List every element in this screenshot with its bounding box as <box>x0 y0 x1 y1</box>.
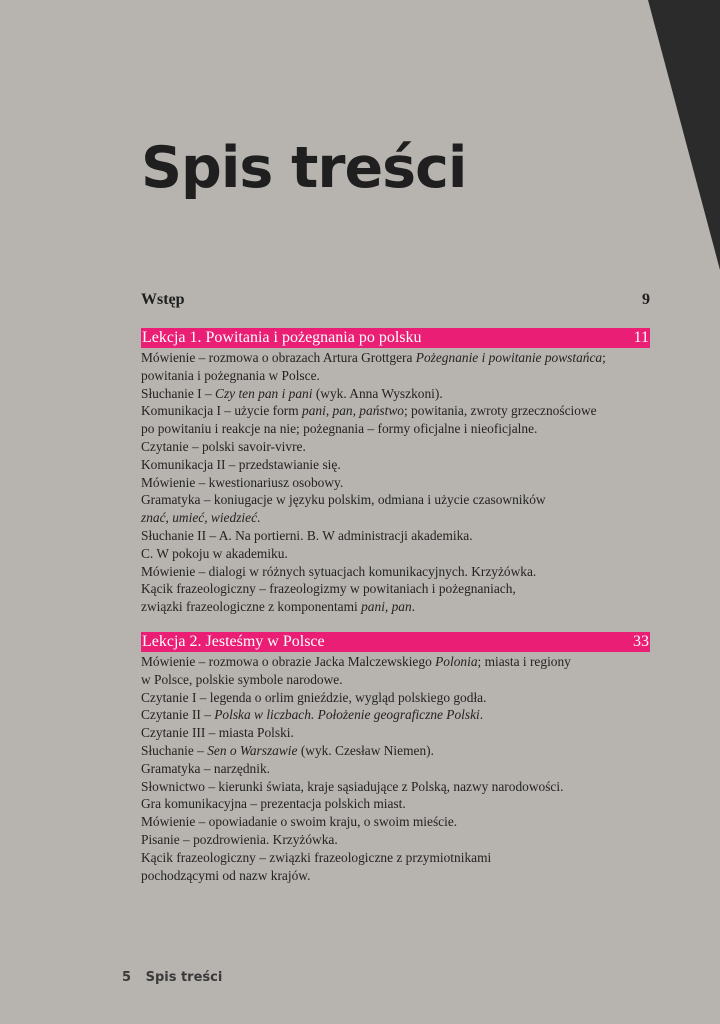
topic-text-italic: Polonia <box>435 653 478 669</box>
lesson-title: Lekcja 1. Powitania i pożegnania po polsku <box>142 329 422 346</box>
topic-text: powitania i pożegnania w Polsce. <box>141 367 320 383</box>
topic-text: Gramatyka – narzędnik. <box>141 760 271 776</box>
topic-line <box>141 653 650 671</box>
lesson-page-number: 33 <box>633 632 649 650</box>
page-title: Spis treści <box>141 135 467 201</box>
lesson-list <box>141 328 650 884</box>
page-footer <box>122 970 222 985</box>
topic-line <box>141 867 650 885</box>
topic-text: . <box>411 599 416 615</box>
topic-text: Gramatyka – koniugacje w języku polskim, odmiana i użycie czasowników <box>141 492 546 508</box>
topic-text: po powitaniu i reakcje na nie; pożegnania – formy oficjalne i nieoficjalne. <box>141 421 538 437</box>
topic-text: . <box>479 707 484 723</box>
topic-line <box>141 671 650 689</box>
topic-line <box>141 760 650 778</box>
footer-section-title: Spis treści <box>145 970 223 985</box>
lesson-topics <box>141 653 650 884</box>
topic-line <box>141 420 650 438</box>
topic-text: C. W pokoju w akademiku. <box>141 545 288 561</box>
topic-line <box>141 474 650 492</box>
topic-text: Kącik frazeologiczny – związki frazeologiczne z przymiotnikami <box>141 849 492 865</box>
topic-line <box>141 778 650 796</box>
topic-text-italic: Polska w liczbach. Położenie geograficzne Polski <box>214 707 480 723</box>
topic-text: Czytanie II – <box>141 707 215 723</box>
toc-entry-page: 9 <box>642 291 650 308</box>
topic-text-italic: pani, pan <box>361 599 412 615</box>
lesson-block <box>141 328 650 616</box>
topic-text: Mówienie – opowiadanie o swoim kraju, o swoim mieście. <box>141 814 458 830</box>
topic-line <box>141 795 650 813</box>
topic-line <box>141 509 650 527</box>
topic-line <box>141 689 650 707</box>
topic-line <box>141 724 650 742</box>
table-of-contents <box>141 290 650 900</box>
topic-line <box>141 438 650 456</box>
toc-entry-intro[interactable] <box>141 290 650 310</box>
topic-line <box>141 545 650 563</box>
topic-line <box>141 813 650 831</box>
topic-line <box>141 831 650 849</box>
lesson-topics <box>141 349 650 616</box>
lesson-heading[interactable] <box>141 328 650 348</box>
topic-text-italic: Pożegnanie i powitanie powstańca <box>415 350 603 365</box>
topic-text: pochodzącymi od nazw krajów. <box>141 867 311 883</box>
topic-text: (wyk. Anna Wyszkoni). <box>312 385 443 401</box>
lesson-block <box>141 632 650 884</box>
topic-text: ; <box>602 350 606 365</box>
topic-text: ; miasta i regiony <box>477 653 571 669</box>
topic-text: Komunikacja II – przedstawianie się. <box>141 456 341 472</box>
footer-page-number: 5 <box>122 970 132 985</box>
toc-entry-label: Wstęp <box>141 291 185 308</box>
topic-text: Czytanie I – legenda o orlim gnieździe, wygląd polskiego godła. <box>141 689 487 705</box>
lesson-title: Lekcja 2. Jesteśmy w Polsce <box>142 632 325 650</box>
topic-text-italic: Czy ten pan i pani <box>215 385 313 401</box>
topic-text: Słuchanie – <box>141 742 208 758</box>
topic-line <box>141 563 650 581</box>
lesson-heading[interactable] <box>141 632 650 652</box>
topic-line <box>141 849 650 867</box>
topic-text: (wyk. Czesław Niemen). <box>297 742 434 758</box>
topic-text: Mówienie – rozmowa o obrazach Artura Grottgera <box>141 350 416 365</box>
topic-text: w Polsce, polskie symbole narodowe. <box>141 671 343 687</box>
topic-text: Mówienie – rozmowa o obrazie Jacka Malczewskiego <box>141 653 436 669</box>
topic-text-italic: pani, pan, państwo <box>302 403 404 419</box>
topic-line <box>141 598 650 616</box>
topic-text: Mówienie – dialogi w różnych sytuacjach komunikacyjnych. Krzyżówka. <box>141 563 537 579</box>
topic-line <box>141 456 650 474</box>
topic-text: Pisanie – pozdrowienia. Krzyżówka. <box>141 831 338 847</box>
topic-text: ; powitania, zwroty grzecznościowe <box>403 403 597 419</box>
topic-text: Słuchanie II – A. Na portierni. B. W administracji akademika. <box>141 527 473 543</box>
topic-line <box>141 742 650 760</box>
lesson-page-number: 11 <box>633 329 649 346</box>
topic-line <box>141 349 650 367</box>
topic-line <box>141 527 650 545</box>
corner-decoration <box>648 0 720 270</box>
topic-text: Kącik frazeologiczny – frazeologizmy w powitaniach i pożegnaniach, <box>141 581 516 597</box>
topic-text: Komunikacja I – użycie form <box>141 403 303 419</box>
topic-text: Czytanie – polski savoir-vivre. <box>141 438 306 454</box>
topic-text: Słuchanie I – <box>141 385 216 401</box>
topic-text: związki frazeologiczne z komponentami <box>141 599 362 615</box>
topic-text: . <box>257 510 261 526</box>
topic-line <box>141 491 650 509</box>
topic-line <box>141 402 650 420</box>
topic-text-italic: Sen o Warszawie <box>207 742 298 758</box>
topic-text-italic: znać, umieć, wiedzieć <box>141 510 258 526</box>
topic-text: Słownictwo – kierunki świata, kraje sąsiadujące z Polską, nazwy narodowości. <box>141 778 564 794</box>
topic-line <box>141 385 650 403</box>
topic-text: Czytanie III – miasta Polski. <box>141 725 294 741</box>
topic-text: Gra komunikacyjna – prezentacja polskich miast. <box>141 796 406 812</box>
topic-text: Mówienie – kwestionariusz osobowy. <box>141 474 344 490</box>
topic-line <box>141 580 650 598</box>
topic-line <box>141 367 650 385</box>
topic-line <box>141 706 650 724</box>
